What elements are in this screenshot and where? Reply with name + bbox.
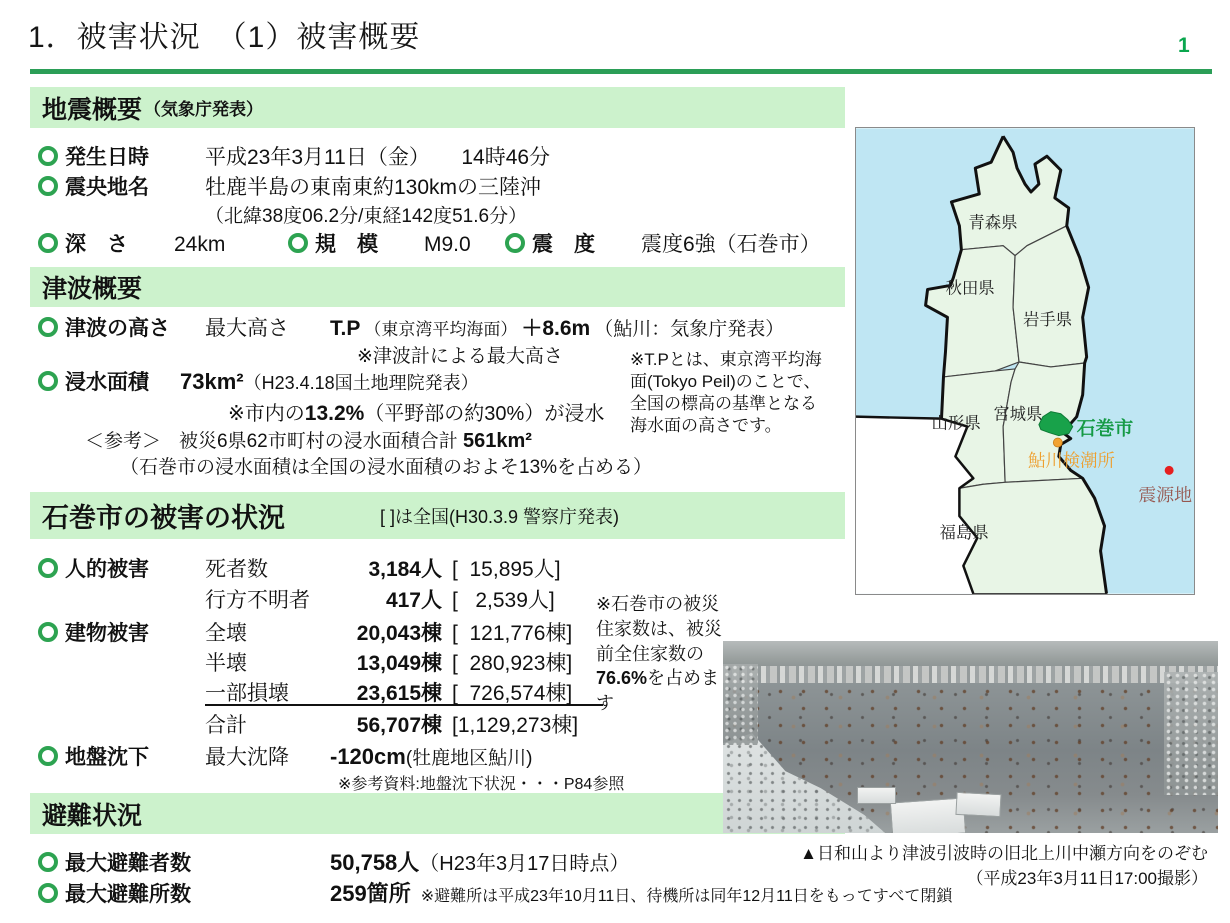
datetime-value: 平成23年3月11日（金） 14時46分 (205, 146, 551, 169)
building-row-value: 23,615棟 (356, 682, 442, 705)
row-building-total (38, 709, 578, 739)
housing-note-percent: 76.6% (596, 668, 648, 689)
tsunami-height-source: （鮎川：気象庁発表） (594, 319, 785, 340)
photo-far-town (723, 666, 1218, 683)
datetime-label: 発生日時 (65, 146, 149, 169)
row-tsunami-height (38, 312, 784, 342)
sum-divider-line (205, 704, 603, 706)
row-tsunami-height-note (357, 341, 563, 368)
row-deaths (38, 553, 561, 583)
title-underline (30, 69, 1212, 74)
housing-note-suffix: を占めます (596, 668, 720, 714)
bullet-icon (505, 233, 525, 253)
tsunami-height-value: ＋8.6m (521, 317, 591, 340)
deaths-national: [ 15,895人] (452, 558, 561, 581)
section-bar-tsunami (30, 267, 845, 307)
bullet-icon (38, 883, 58, 903)
label-tide-station: 鮎川検潮所 (1027, 450, 1115, 471)
housing-ratio-note (596, 592, 723, 716)
label-epicenter: 震源地 (1138, 485, 1192, 506)
section-title-evacuation: 避難状況 (42, 801, 143, 830)
section-title-damage: 石巻市の被害の状況 (42, 503, 285, 533)
magnitude-label: 規 模 (315, 233, 378, 256)
tohoku-map-svg (856, 128, 1194, 594)
human-damage-label: 人的被害 (65, 558, 149, 581)
tsunami-photo (723, 641, 1218, 833)
tsunami-tp: T.P (330, 317, 361, 340)
building-row-value: 20,043棟 (356, 622, 442, 645)
row-missing (38, 584, 555, 614)
row-reference-note (120, 452, 652, 479)
row-subsidence-note (338, 771, 624, 794)
missing-label: 行方不明者 (205, 589, 310, 612)
row-reference (85, 426, 532, 453)
row-epicenter-coords (205, 201, 527, 228)
label-aomori: 青森県 (968, 213, 1018, 232)
row-building-half-collapse (38, 647, 572, 677)
area-label: 浸水面積 (65, 371, 149, 394)
depth-label: 深 さ (65, 233, 128, 256)
section-bar-earthquake (30, 87, 845, 128)
row-subsidence (38, 741, 533, 771)
area-source: （H23.4.18国土地理院発表） (243, 373, 479, 393)
reference-note: （石巻市の浸水面積は全国の浸水面積のおよそ13%を占める） (120, 457, 653, 478)
evacuees-value: 50,758人 (330, 850, 420, 875)
area-note-suffix: （平野部の約30%）が浸水 (364, 403, 605, 425)
bullet-icon (38, 176, 58, 196)
damage-header-note: [ ]は全国(H30.3.9 警察庁発表) (380, 506, 620, 527)
tsunami-height-sublabel: 最大高さ (205, 317, 289, 340)
building-row-national: [1,129,273棟] (452, 714, 579, 737)
reference-label: ＜参考＞ (85, 431, 162, 452)
intensity-label: 震 度 (532, 233, 595, 256)
intensity-value: 震度6強（石巻市） (641, 233, 821, 256)
subsidence-note: ※参考資料:地盤沈下状況・・・P84参照 (338, 776, 625, 793)
depth-value: 24km (174, 233, 226, 256)
missing-value: 417人 (385, 589, 442, 612)
row-building-total-collapse (38, 617, 572, 647)
row-datetime (38, 141, 550, 171)
row-max-evacuees (38, 846, 629, 877)
row-depth-magnitude-intensity (38, 228, 821, 258)
area-note-prefix: ※市内の (228, 403, 305, 425)
tsunami-height-label: 津波の高さ (65, 317, 170, 340)
building-row-national: [ 726,574棟] (452, 682, 573, 705)
section-bar-damage (30, 492, 845, 539)
subsidence-value: -120cm (330, 744, 406, 769)
row-inundation-area (38, 366, 479, 396)
bullet-icon (38, 233, 58, 253)
subsidence-sublabel: 最大沈降 (205, 746, 289, 769)
shelters-note: ※避難所は平成23年10月11日、待機所は同年12月11日をもってすべて閉鎖 (420, 888, 953, 905)
deaths-label: 死者数 (205, 558, 268, 581)
tsunami-height-note: ※津波計による最大高さ (357, 346, 563, 367)
building-row-value: 56,707棟 (356, 714, 442, 737)
row-building-partial-damage (38, 677, 572, 707)
photo-caption-line1: ▲日和山より津波引波時の旧北上川中瀬方向をのぞむ (800, 844, 1208, 863)
photo-caption-line2: （平成23年3月11日17:00撮影） (966, 868, 1208, 888)
housing-note-prefix: ※石巻市の被災住家数は、被災前全住家数の (596, 594, 722, 664)
tide-station-marker (1053, 438, 1062, 447)
area-note-percent: 13.2% (304, 402, 365, 425)
reference-value: 561km² (463, 430, 532, 452)
shelters-label: 最大避難所数 (65, 883, 191, 906)
bullet-icon (38, 622, 58, 642)
building-row-value: 13,049棟 (356, 652, 442, 675)
section-title-earthquake: 地震概要 (42, 95, 143, 124)
building-row-national: [ 121,776棟] (452, 622, 573, 645)
bullet-icon (38, 558, 58, 578)
photo-snowy-trees-right (1164, 672, 1218, 795)
bullet-icon (38, 317, 58, 337)
building-damage-label: 建物被害 (65, 622, 149, 645)
bullet-icon (38, 746, 58, 766)
epicenter-value: 牡鹿半島の東南東約130kmの三陸沖 (205, 176, 542, 199)
photo-building (857, 787, 897, 804)
building-row-label: 全壊 (205, 622, 247, 645)
missing-national: [ 2,539人] (452, 589, 555, 612)
epicenter-marker (1165, 466, 1174, 475)
label-yamagata: 山形県 (931, 414, 981, 433)
row-inundation-note (228, 397, 604, 426)
building-row-label: 一部損壊 (205, 682, 289, 705)
page-title: 1．被害状況 （1）被害概要 (28, 21, 421, 54)
photo-snowy-trees-left (723, 664, 758, 745)
section-title-earthquake-suffix: （気象庁発表） (144, 100, 264, 119)
building-row-label: 半壊 (205, 652, 247, 675)
epicenter-coords: （北緯38度06.2分/東経142度51.6分） (205, 206, 528, 227)
building-row-label: 合計 (205, 714, 247, 737)
label-miyagi: 宮城県 (993, 405, 1043, 424)
epicenter-label: 震央地名 (65, 176, 149, 199)
label-akita: 秋田県 (945, 279, 995, 298)
magnitude-value: M9.0 (424, 233, 471, 256)
area-value: 73km² (180, 369, 244, 394)
bullet-icon (288, 233, 308, 253)
photo-caption (723, 842, 1208, 891)
deaths-value: 3,184人 (368, 558, 442, 581)
label-ishinomaki: 石巻市 (1076, 418, 1134, 440)
label-fukushima: 福島県 (939, 523, 989, 542)
label-iwate: 岩手県 (1023, 311, 1073, 330)
evacuees-label: 最大避難者数 (65, 852, 191, 875)
tp-definition-note: ※T.Pとは、東京湾平均海面(Tokyo Peil)のことで、全国の標高の基準となる海水面の高さです。 (630, 350, 822, 436)
reference-text: 被災6県62市町村の浸水面積合計 (179, 431, 463, 452)
evacuees-note: （H23年3月17日時点） (419, 853, 630, 875)
shelters-value: 259箇所 (330, 881, 411, 906)
subsidence-location: (牡鹿地区鮎川) (405, 748, 533, 769)
subsidence-label: 地盤沈下 (65, 746, 149, 769)
bullet-icon (38, 146, 58, 166)
bullet-icon (38, 371, 58, 391)
page-number: 1 (1178, 34, 1190, 57)
section-title-tsunami: 津波概要 (42, 275, 143, 303)
tsunami-tp-paren: （東京湾平均海面） (364, 320, 518, 339)
tohoku-map (855, 127, 1195, 595)
building-row-national: [ 280,923棟] (452, 652, 573, 675)
photo-building (955, 792, 1001, 817)
bullet-icon (38, 852, 58, 872)
row-epicenter-name (38, 171, 541, 201)
